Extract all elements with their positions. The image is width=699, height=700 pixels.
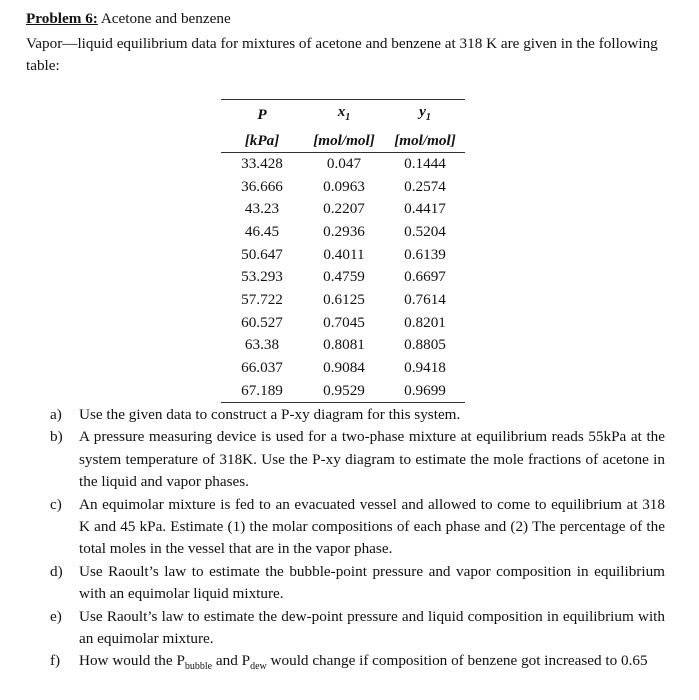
question-list [50, 404, 665, 679]
question-text: How would the $P_{bubble}$ and $P_{dew}$ would change if composition of benzene got increased to 0.65 [79, 652, 648, 673]
table-row [221, 312, 465, 335]
question-a [50, 404, 665, 426]
question-marker: e) [50, 607, 62, 625]
cell-pressure: 67.189 [221, 380, 303, 403]
problem-intro: Vapor—liquid equilibrium data for mixtures of acetone and benzene at 318 K are given in the following table: [26, 35, 658, 74]
table-row [221, 289, 465, 312]
question-marker: d) [50, 562, 63, 580]
cell-x1: 0.9084 [323, 358, 365, 376]
cell-x1: 0.2936 [323, 223, 365, 240]
question-marker: a) [50, 406, 62, 423]
table-row [221, 153, 465, 176]
question-c [50, 494, 665, 561]
cell-pressure: 43.23 [244, 200, 280, 218]
table-row [221, 244, 465, 267]
unit-x1: [mol/mol] [303, 129, 385, 153]
header-pressure: P [221, 100, 303, 130]
cell-y1: 0.4417 [404, 200, 446, 218]
cell-x1: 0.6125 [323, 290, 365, 308]
question-d [50, 561, 665, 606]
cell-x1: 0.4759 [323, 268, 365, 286]
table-row [221, 198, 465, 221]
problem-title: Acetone and benzene [100, 10, 231, 27]
problem-heading [26, 10, 231, 28]
cell-x1: 0.8081 [323, 336, 365, 354]
table-header-units [221, 129, 465, 153]
cell-y1: 0.5204 [404, 223, 446, 240]
question-e [50, 606, 665, 651]
cell-y1: 0.9418 [404, 358, 446, 376]
question-text: Use Raoult’s law to estimate the bubble-point pressure and vapor composition in equilibrium with an equimolar liquid mixture. [79, 562, 665, 603]
cell-y1: 0.8805 [404, 336, 446, 354]
cell-x1: 0.047 [326, 155, 362, 173]
table-header-symbols [221, 100, 465, 130]
question-b [50, 426, 665, 493]
cell-x1: 0.4011 [323, 245, 365, 263]
cell-x1: 0.0963 [323, 177, 365, 195]
unit-pressure: [kPa] [221, 129, 303, 153]
cell-y1: 0.6139 [404, 245, 446, 263]
header-y1: $y_1$ [385, 100, 465, 130]
cell-pressure: 63.38 [244, 336, 280, 354]
unit-y1: [mol/mol] [385, 129, 465, 153]
cell-pressure: 50.647 [241, 245, 283, 263]
cell-pressure: 46.45 [244, 223, 280, 240]
cell-pressure: 53.293 [241, 268, 283, 286]
problem-number: Problem 6: [26, 10, 98, 27]
question-f [50, 650, 665, 678]
table-row [221, 266, 465, 289]
table-row [221, 221, 465, 244]
cell-x1: 0.7045 [323, 313, 365, 331]
question-text: A pressure measuring device is used for a two-phase mixture at equilibrium reads 55kPa at the system temperature of 318K. Use the P-xy diagram to estimate the mole fractions of acetone in the liquid and vapor phases. [79, 428, 665, 491]
question-text: Use Raoult’s law to estimate the dew-point pressure and liquid composition in equilibrium with an equimolar mixture. [79, 607, 665, 648]
cell-x1: 0.2207 [323, 200, 365, 218]
question-marker: b) [50, 428, 63, 446]
cell-y1: 0.1444 [404, 155, 446, 173]
cell-y1: 0.2574 [404, 177, 446, 195]
table-row [221, 176, 465, 199]
question-marker: f) [50, 652, 61, 670]
cell-x1: 0.9529 [303, 380, 385, 403]
question-marker: c) [50, 495, 62, 513]
cell-y1: 0.8201 [404, 313, 446, 331]
cell-y1: 0.6697 [404, 268, 446, 286]
vle-data-table [221, 99, 465, 403]
cell-y1: 0.7614 [404, 290, 446, 308]
cell-pressure: 57.722 [241, 290, 283, 308]
table-row [221, 380, 465, 403]
table-row [221, 357, 465, 380]
table-row [221, 334, 465, 357]
cell-pressure: 33.428 [241, 155, 283, 173]
header-x1: $x_1$ [303, 100, 385, 130]
cell-y1: 0.9699 [385, 380, 465, 403]
cell-pressure: 60.527 [241, 313, 283, 331]
cell-pressure: 66.037 [241, 358, 283, 376]
cell-pressure: 36.666 [241, 177, 283, 195]
question-text: An equimolar mixture is fed to an evacuated vessel and allowed to come to equilibrium at 318 K and 45 kPa. Estimate (1) the molar compositions of each phase and (2) The percentage of the total moles in the vessel that are in the vapor phase. [79, 495, 665, 558]
question-text: Use the given data to construct a P-xy diagram for this system. [79, 406, 461, 423]
